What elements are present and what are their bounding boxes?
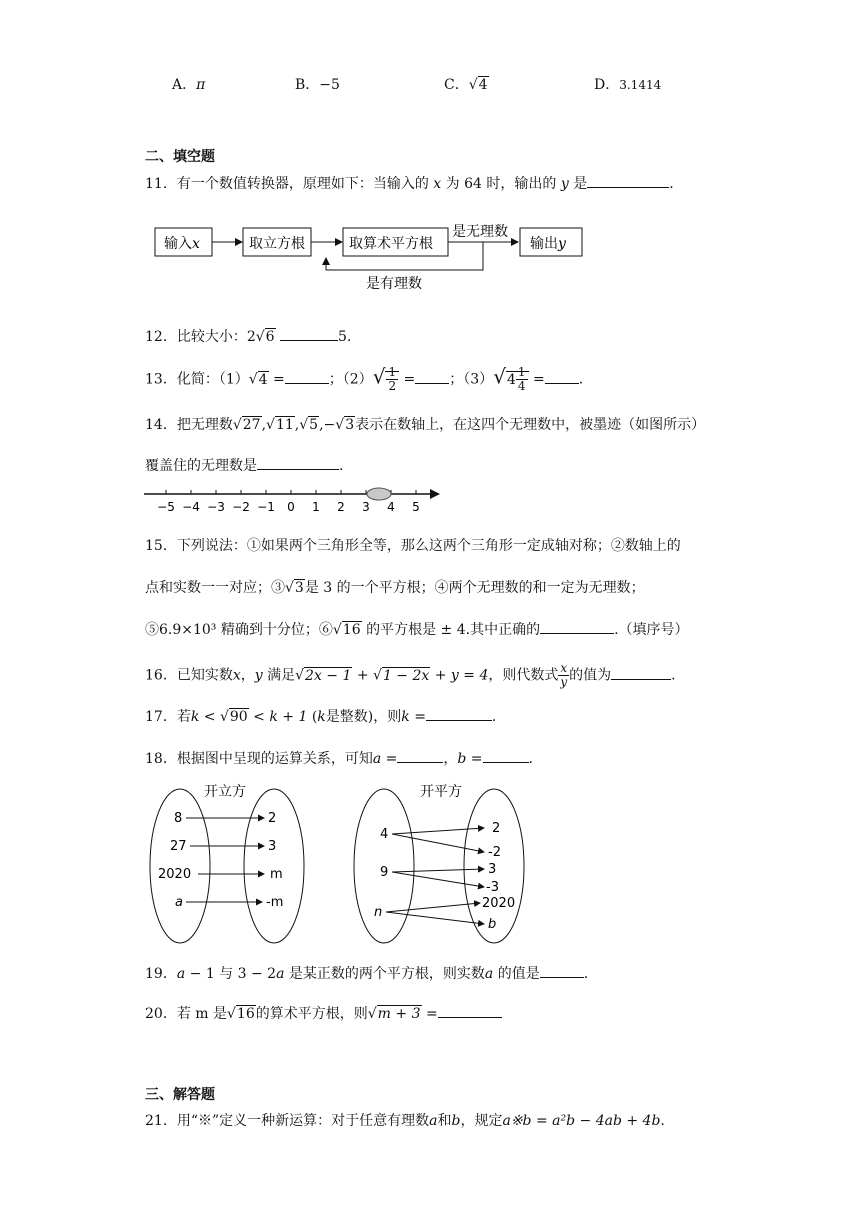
number-line-tick-label: 3 — [362, 500, 370, 514]
question-15-line2: 点和实数一一对应；③√3是 3 的一个平方根；④两个无理数的和一定为无理数； — [145, 580, 645, 596]
svg-text:b: b — [488, 917, 497, 932]
svg-text:取算术平方根: 取算术平方根 — [349, 236, 433, 252]
answer-blank — [540, 963, 584, 978]
answer-blank — [285, 369, 329, 384]
answer-blank — [257, 455, 339, 470]
answer-blank — [545, 369, 579, 384]
choice-a: A．π — [172, 77, 206, 93]
svg-text:是无理数: 是无理数 — [452, 224, 508, 240]
question-18: 18．根据图中呈现的运算关系，可知a = ，b = . — [145, 748, 533, 769]
svg-text:开平方: 开平方 — [420, 784, 462, 800]
answer-blank — [397, 748, 443, 763]
answer-blank — [611, 665, 671, 680]
number-line-tick-label: −2 — [232, 500, 250, 514]
svg-text:4: 4 — [380, 827, 389, 842]
question-13: 13．化简：（1）√4 = ；（2）√ $\frac{1}{2}$ = ；（3）√4 $\frac{1}{4}$ = . — [145, 364, 584, 393]
number-line-tick-label: 0 — [287, 500, 295, 514]
section-title-answer: 三、解答题 — [145, 1087, 215, 1103]
answer-blank — [587, 173, 669, 188]
cube-root-mapping-diagram — [148, 780, 308, 945]
answer-blank — [438, 1003, 502, 1018]
choice-d: D．3.1414 — [594, 77, 662, 93]
question-14-line2: 覆盖住的无理数是 . — [145, 455, 343, 476]
svg-text:3: 3 — [268, 839, 277, 854]
svg-text:是有理数: 是有理数 — [366, 276, 422, 292]
number-line-tick-label: 2 — [337, 500, 345, 514]
question-15-line3: ⑤6.9×10³ 精确到十分位；⑥√16 的平方根是 ± 4.其中正确的 .（填序号） — [145, 619, 689, 640]
number-converter-flowchart — [150, 218, 590, 298]
number-line-tick-label: −3 — [207, 500, 225, 514]
svg-text:27: 27 — [170, 839, 187, 854]
svg-text:开立方: 开立方 — [204, 784, 246, 800]
answer-blank — [415, 369, 449, 384]
svg-text:2: 2 — [492, 821, 501, 836]
svg-text:m: m — [270, 867, 283, 882]
svg-text:a: a — [175, 895, 183, 910]
number-line-tick-label: 1 — [312, 500, 320, 514]
number-line-tick-label: 5 — [412, 500, 420, 514]
answer-blank — [483, 748, 529, 763]
section-title-fill-blank: 二、填空题 — [145, 149, 215, 165]
question-15-line1: 15．下列说法：①如果两个三角形全等，那么这两个三角形一定成轴对称；②数轴上的 — [145, 538, 681, 554]
svg-text:输入x: 输入x — [164, 236, 200, 252]
svg-text:取立方根: 取立方根 — [249, 236, 305, 252]
number-line — [140, 480, 445, 516]
number-line-tick-label: −4 — [182, 500, 200, 514]
number-line-tick-label: −5 — [157, 500, 175, 514]
svg-text:-3: -3 — [486, 880, 499, 895]
svg-text:9: 9 — [380, 865, 389, 880]
answer-blank — [540, 619, 614, 634]
question-17: 17．若k < √90 < k + 1 (k是整数)，则k = . — [145, 706, 496, 727]
question-14-line1: 14．把无理数√27,√11,√5,−√3表示在数轴上，在这四个无理数中，被墨迹（如图所示） — [145, 417, 706, 433]
number-line-tick-label: 4 — [387, 500, 395, 514]
choice-b: B．−5 — [295, 77, 340, 93]
question-19: 19．a − 1 与 3 − 2a 是某正数的两个平方根，则实数a 的值是 . — [145, 963, 588, 984]
choice-c: C．√4 — [444, 77, 488, 93]
question-12: 12．比较大小：2√6 5． — [145, 326, 361, 347]
svg-text:-m: -m — [266, 895, 284, 910]
square-root-mapping-diagram — [352, 780, 532, 945]
number-line-tick-label: −1 — [257, 500, 275, 514]
svg-text:-2: -2 — [488, 845, 501, 860]
svg-text:8: 8 — [174, 811, 183, 826]
svg-text:2: 2 — [268, 811, 277, 826]
answer-blank — [280, 326, 338, 341]
question-16: 16．已知实数x，y 满足√2x − 1 + √1 − 2x + y = 4，则代数式 $\frac{x}{y}$ 的值为 . — [145, 661, 676, 689]
question-11: 11．有一个数值转换器，原理如下：当输入的 x 为 64 时，输出的 y 是 . — [145, 173, 674, 194]
svg-text:2020: 2020 — [158, 867, 192, 882]
answer-blank — [426, 706, 492, 721]
svg-text:n: n — [374, 905, 383, 920]
svg-text:输出y: 输出y — [530, 236, 566, 252]
question-21: 21．用“※”定义一种新运算：对于任意有理数a和b，规定a※b = a²b − 4ab + 4b. — [145, 1113, 665, 1129]
svg-text:2020: 2020 — [482, 896, 516, 911]
ink-blot — [367, 488, 391, 500]
question-20: 20．若 m 是√16的算术平方根，则√m + 3 = — [145, 1003, 502, 1024]
svg-text:3: 3 — [488, 862, 497, 877]
